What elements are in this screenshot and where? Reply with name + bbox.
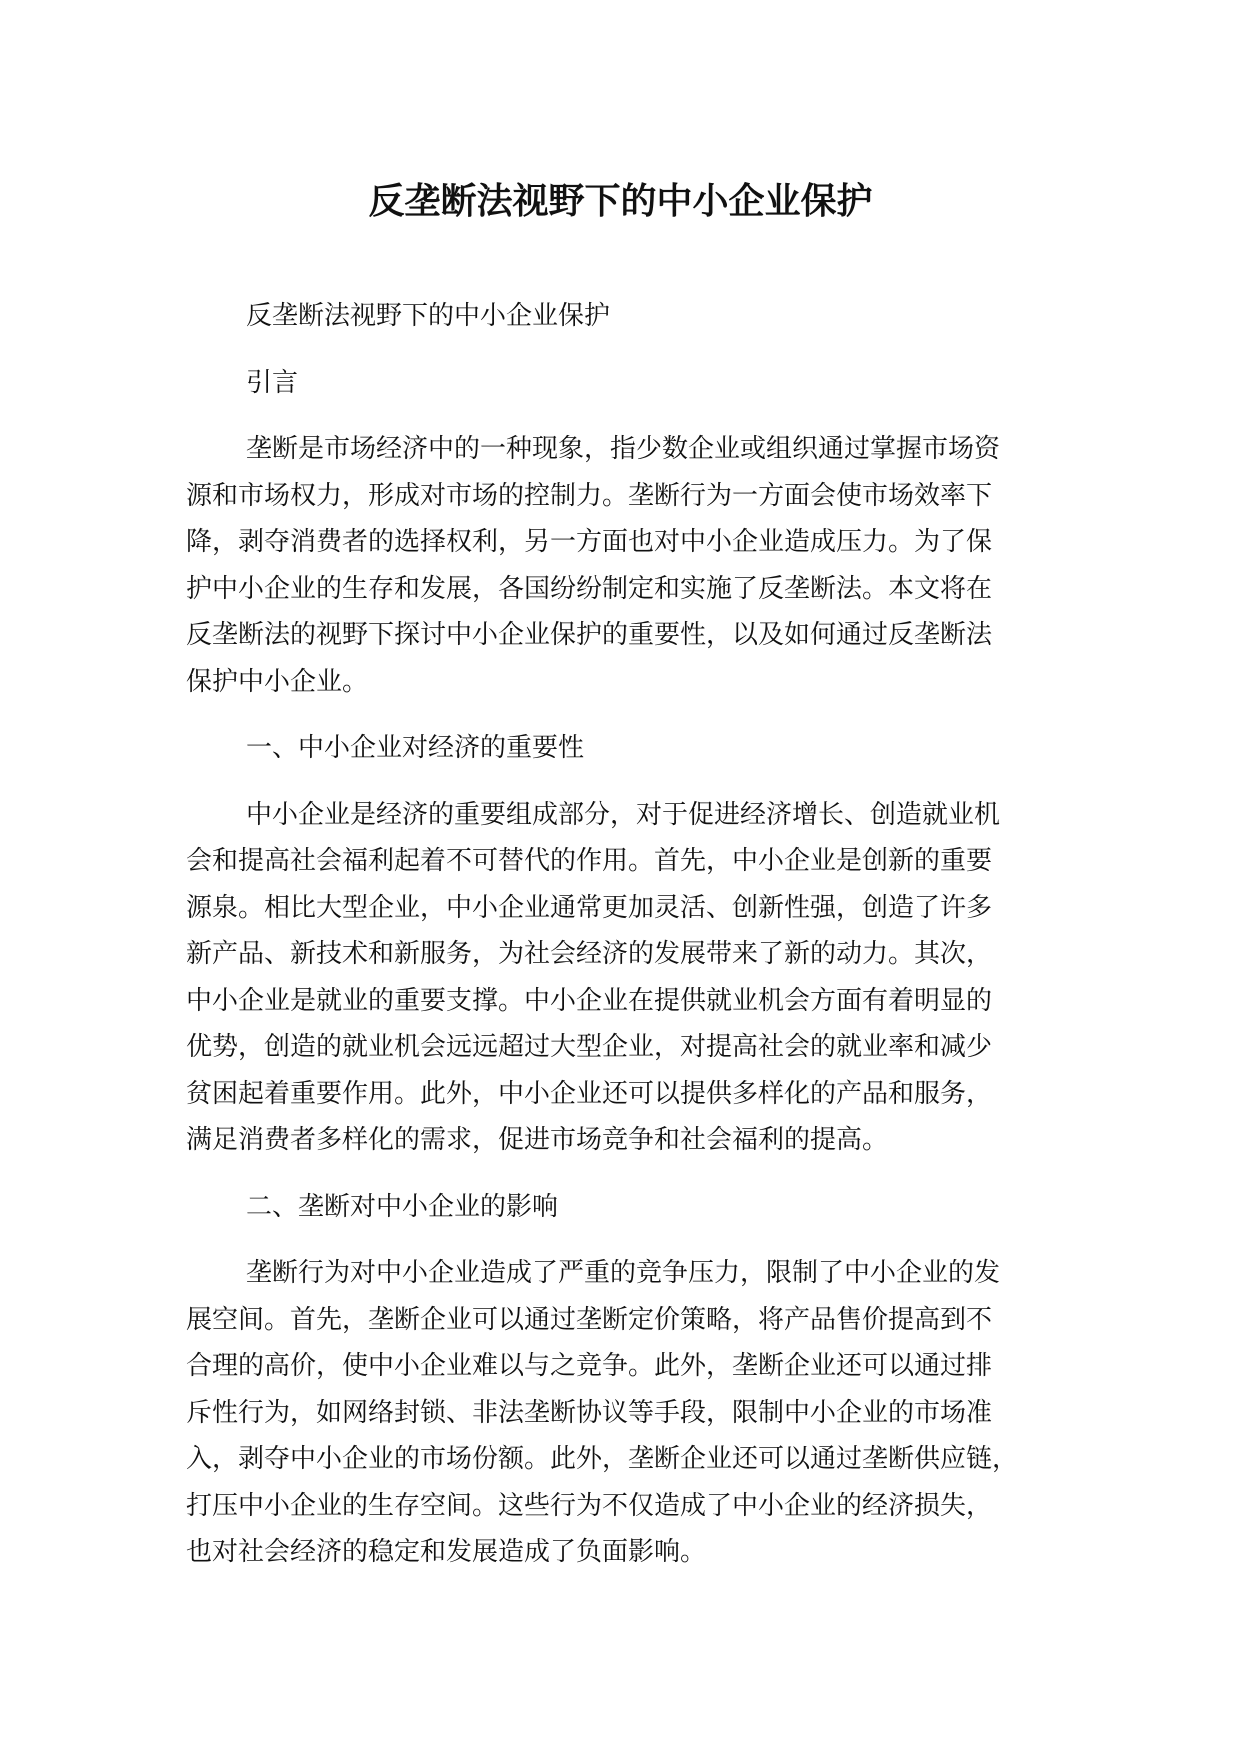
section2-heading: 二、垄断对中小企业的影响 xyxy=(246,1191,559,1222)
intro-line: 垄断是市场经济中的一种现象，指少数企业或组织通过掌握市场资 xyxy=(246,434,1001,464)
section2-line: 斥性行为，如网络封锁、非法垄断协议等手段，限制中小企业的市场准 xyxy=(186,1397,993,1428)
section1-heading: 一、中小企业对经济的重要性 xyxy=(246,733,585,763)
section1-line: 中小企业是经济的重要组成部分，对于促进经济增长、创造就业机 xyxy=(246,799,1001,830)
section1-line: 会和提高社会福利起着不可替代的作用。首先，中小企业是创新的重要 xyxy=(186,846,993,876)
intro-line: 保护中小企业。 xyxy=(186,666,369,697)
intro-line: 护中小企业的生存和发展，各国纷纷制定和实施了反垄断法。本文将在 xyxy=(186,573,993,604)
section1-line: 中小企业是就业的重要支撑。中小企业在提供就业机会方面有着明显的 xyxy=(186,985,993,1016)
intro-paragraph xyxy=(186,426,1086,705)
section1-line: 新产品、新技术和新服务，为社会经济的发展带来了新的动力。其次， xyxy=(186,939,993,969)
section1-paragraph xyxy=(186,792,1086,1164)
section1-line: 优势，创造的就业机会远远超过大型企业，对提高社会的就业率和减少 xyxy=(186,1032,993,1062)
section1-line: 贫困起着重要作用。此外，中小企业还可以提供多样化的产品和服务， xyxy=(186,1078,993,1109)
section2-line: 展空间。首先，垄断企业可以通过垄断定价策略，将产品售价提高到不 xyxy=(186,1304,993,1335)
section2-line: 打压中小企业的生存空间。这些行为不仅造成了中小企业的经济损失， xyxy=(186,1490,993,1521)
intro-line: 反垄断法的视野下探讨中小企业保护的重要性，以及如何通过反垄断法 xyxy=(186,620,993,650)
section1-line: 满足消费者多样化的需求，促进市场竞争和社会福利的提高。 xyxy=(186,1125,889,1155)
document-title: 反垄断法视野下的中小企业保护 xyxy=(368,181,873,222)
section2-line: 入，剥夺中小企业的市场份额。此外，垄断企业还可以通过垄断供应链， xyxy=(186,1444,1019,1474)
document-body xyxy=(186,293,1086,1576)
intro-line: 降，剥夺消费者的选择权利，另一方面也对中小企业造成压力。为了保 xyxy=(186,527,993,557)
intro-heading: 引言 xyxy=(246,367,299,398)
intro-line: 源和市场权力，形成对市场的控制力。垄断行为一方面会使市场效率下 xyxy=(186,480,993,511)
document-subtitle: 反垄断法视野下的中小企业保护 xyxy=(246,301,611,331)
section2-line: 合理的高价，使中小企业难以与之竞争。此外，垄断企业还可以通过排 xyxy=(186,1351,993,1381)
section2-line: 也对社会经济的稳定和发展造成了负面影响。 xyxy=(186,1537,707,1567)
section2-line: 垄断行为对中小企业造成了严重的竞争压力，限制了中小企业的发 xyxy=(246,1258,1001,1288)
section1-line: 源泉。相比大型企业，中小企业通常更加灵活、创新性强，创造了许多 xyxy=(186,892,993,923)
section2-paragraph xyxy=(186,1250,1086,1576)
